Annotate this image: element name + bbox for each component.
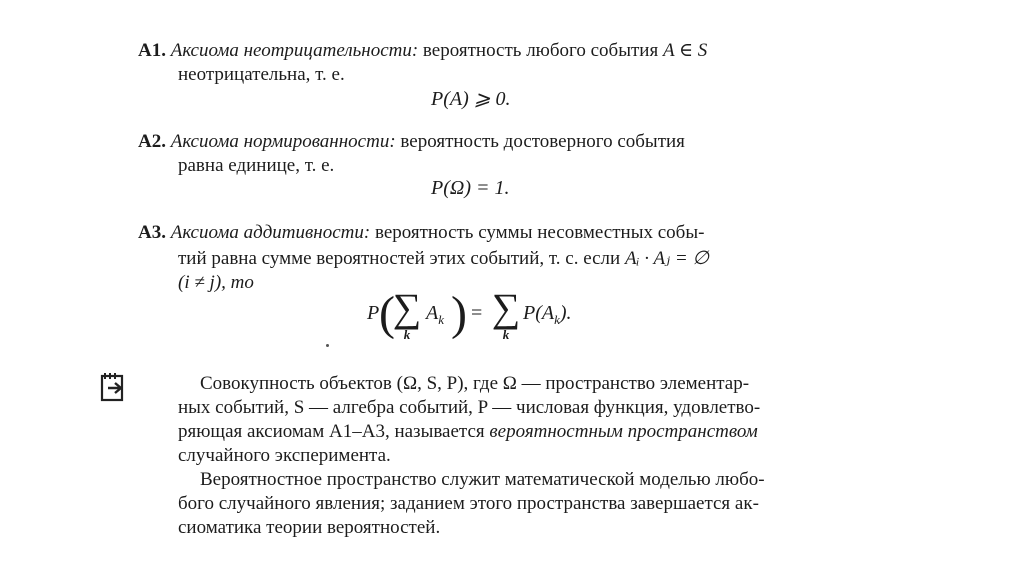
axiom-a3-line2 [178, 248, 709, 270]
axiom-a3-line2-math: Aᵢ · Aⱼ = ∅ [624, 248, 709, 269]
formula-open-paren: ( [379, 287, 395, 340]
axiom-a1-text: вероятность любого события [422, 40, 659, 61]
axiom-a1-label: А1. [138, 40, 166, 61]
axiom-a1-title: Аксиома неотрицательности: [170, 40, 419, 61]
formula-equals: = [471, 302, 483, 324]
term-right-sub: k [554, 312, 560, 327]
scan-speck [326, 344, 329, 347]
paragraph2-line2: бого случайного явления; заданием этого пространства завершается ак- [178, 493, 759, 514]
axiom-a3-line3: (i ≠ j), то [178, 272, 254, 293]
sum-symbol-right: ∑ [491, 285, 521, 330]
formula-term-right [523, 302, 572, 328]
definition-line4: случайного эксперимента. [178, 445, 391, 466]
axiom-a3-title: Аксиома аддитивности: [170, 222, 371, 243]
paragraph2-line3: сиоматика теории вероятностей. [178, 517, 441, 538]
definition-line2: ных событий, S — алгебра событий, P — числовая функция, удовлетво- [178, 397, 761, 418]
axiom-a2-text: вероятность достоверного события [400, 131, 685, 152]
formula-sum-left [392, 285, 422, 342]
axiom-a2-formula: P(Ω) = 1. [431, 177, 510, 199]
formula-sum-right [491, 285, 521, 342]
term-left-sub: k [438, 312, 444, 327]
term-right-end: ). [559, 302, 572, 324]
sum-index-right: k [502, 327, 510, 342]
formula-p-left: P [367, 302, 380, 324]
definition-line3-text: ряющая аксиомам А1–А3, называется [178, 421, 485, 442]
formula-term-left [426, 302, 444, 328]
axiom-a2-label: А2. [138, 131, 166, 152]
axiom-a3-label: А3. [138, 222, 166, 243]
axiom-a2-line2: равна единице, т. е. [178, 155, 335, 176]
paragraph2-line1: Вероятностное пространство служит математической моделью любо- [200, 469, 765, 490]
term-right-base: P(A [523, 302, 555, 324]
axiom-a1-condition: A ∈ S [662, 40, 708, 61]
definition-line1: Совокупность объектов (Ω, S, P), где Ω — пространство элементар- [200, 373, 750, 394]
term-left-base: A [426, 302, 439, 324]
axiom-a1-line1 [138, 40, 707, 62]
sum-symbol-left: ∑ [392, 285, 422, 330]
axiom-a3-line1 [138, 222, 704, 244]
axiom-a1-formula: P(A) ⩾ 0. [431, 88, 511, 110]
axiom-a2-line1 [138, 131, 685, 153]
axiom-a3-text: вероятность суммы несовместных собы- [374, 222, 705, 243]
formula-close-paren: ) [451, 287, 467, 340]
definition-term: вероятностным пространством [489, 421, 758, 442]
axiom-a1-line2: неотрицательна, т. е. [178, 64, 345, 85]
axiom-a2-title: Аксиома нормированности: [170, 131, 396, 152]
definition-marker-icon [100, 372, 130, 402]
definition-line3 [178, 421, 758, 443]
axiom-a3-line2-text: тий равна сумме вероятностей этих событий, т. с. если [178, 248, 621, 269]
sum-index-left: k [403, 327, 411, 342]
